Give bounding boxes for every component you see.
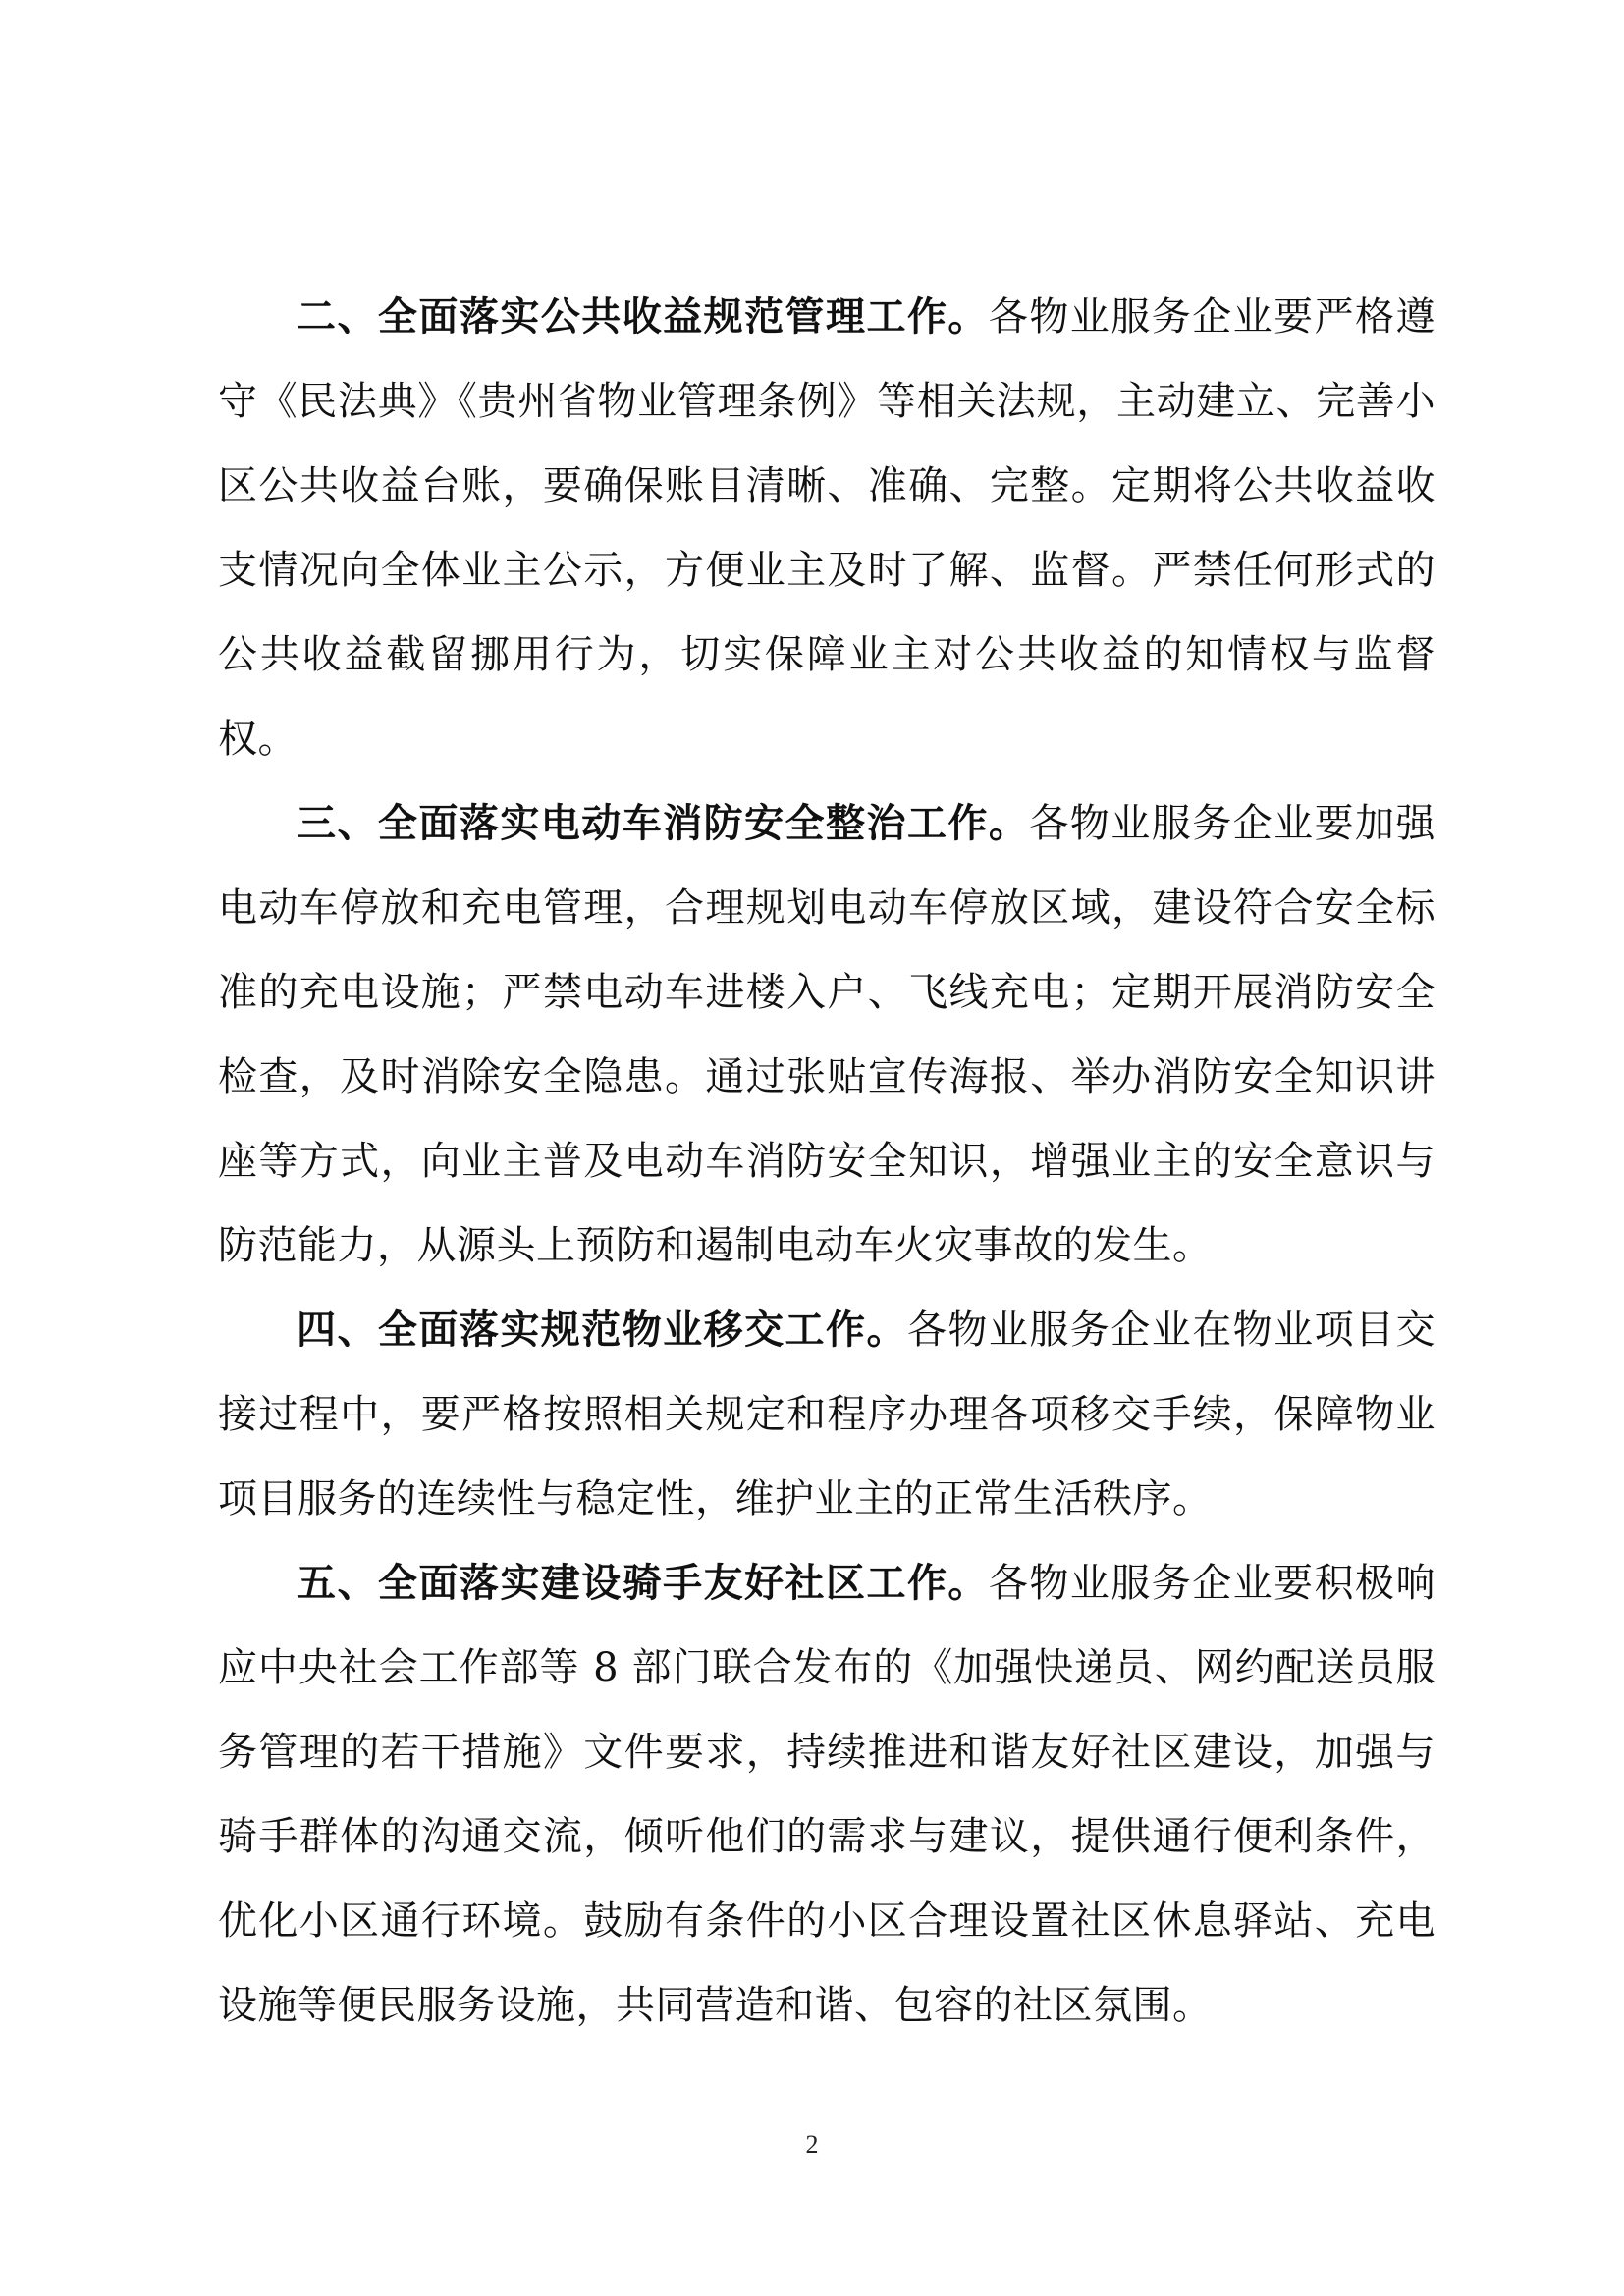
- paragraph-ebike-fire-safety: [218, 781, 1435, 1288]
- paragraph-property-handover: [218, 1288, 1435, 1541]
- paragraph-public-revenue: [218, 275, 1435, 781]
- paragraph-heading: 四、全面落实规范物业移交工作。: [297, 1307, 907, 1353]
- paragraph-rider-friendly-community: [218, 1541, 1435, 2048]
- paragraph-heading: 五、全面落实建设骑手友好社区工作。: [297, 1560, 989, 1606]
- page-number: 2: [805, 2130, 819, 2159]
- paragraph-text: 各物业服务企业要积极响应中央社会工作部等 8 部门联合发布的《加强快递员、网约配送员服务管理的若干措施》文件要求，持续推进和谐友好社区建设，加强与骑手群体的沟通交流，倾听他们的需求与建议，提供通行便利条件，优化小区通行环境。鼓励有条件的小区合理设置社区休息驿站、充电设施等便民服务设施，共同营造和谐、包容的社区氛围。: [218, 1561, 1436, 2028]
- paragraph-heading: 二、全面落实公共收益规范管理工作。: [297, 294, 989, 340]
- paragraph-text: 各物业服务企业要加强电动车停放和充电管理，合理规划电动车停放区域，建设符合安全标准的充电设施；严禁电动车进楼入户、飞线充电；定期开展消防安全检查，及时消除安全隐患。通过张贴宣传海报、举办消防安全知识讲座等方式，向业主普及电动车消防安全知识，增强业主的安全意识与防范能力，从源头上预防和遏制电动车火灾事故的发生。: [218, 801, 1436, 1268]
- paragraph-text: 各物业服务企业要严格遵守《民法典》《贵州省物业管理条例》等相关法规，主动建立、完善小区公共收益台账，要确保账目清晰、准确、完整。定期将公共收益收支情况向全体业主公示，方便业主及时了解、监督。严禁任何形式的公共收益截留挪用行为，切实保障业主对公共收益的知情权与监督权。: [218, 294, 1436, 762]
- document-body: [218, 275, 1435, 2048]
- paragraph-heading: 三、全面落实电动车消防安全整治工作。: [297, 800, 1030, 846]
- paragraph-text: 各物业服务企业在物业项目交接过程中，要严格按照相关规定和程序办理各项移交手续，保障物业项目服务的连续性与稳定性，维护业主的正常生活秩序。: [218, 1308, 1436, 1522]
